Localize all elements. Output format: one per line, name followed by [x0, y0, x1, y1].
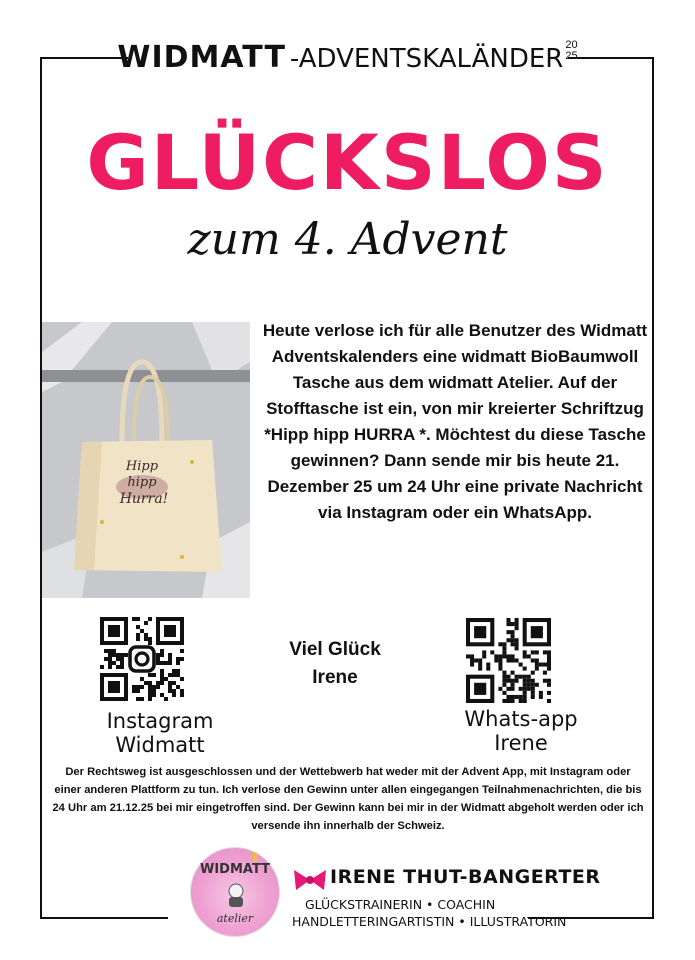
raffle-description: Heute verlose ich für alle Benutzer des Widmatt Adventskalenders eine widmatt BioBaumwoll Tasche aus dem widmatt Atelier. Auf der Stofftasche ist ein, von mir kreierter Schriftzug *Hipp hipp HURRA *. Möchtest du diese Tasche gewinnen? Dann sende mir bis heute 21. Dezember 25 um 24 Uhr eine private Nachricht via Instagram oder ein WhatsApp.: [262, 321, 648, 522]
year-stack: [565, 40, 577, 62]
logo-text-top: WIDMATT: [200, 862, 270, 877]
legal-notice: Der Rechtsweg ist ausgeschlossen und der Wettebwerb hat weder mit der Advent App, mit Instagram oder einer anderen Plattform zu tun. Ich verlose den Gewinn unter allen eingegangen Teilnahmenachrichten, die bis 24 Uhr am 21.12.25 bei mir eingetroffen sind. Der Gewinn kann bei mir in der Widmatt abgeholt werden oder ich versende ihn innerhalb der Schweiz.: [52, 766, 644, 832]
portrait-icon: [224, 882, 248, 908]
calendar-title: -ADVENTSKALÄNDER: [289, 44, 564, 74]
bow-icon: [292, 868, 328, 892]
widmatt-atelier-logo: [190, 847, 280, 937]
year-top: 20: [565, 39, 578, 51]
whatsapp-caption: Whats-app Irene: [464, 707, 578, 755]
year-bottom: 25: [565, 50, 578, 62]
signature-title-1: GLÜCKSTRAINERIN • COACHIN: [305, 897, 496, 912]
greeting-line-2: Irene: [312, 667, 358, 688]
tote-bag-illustration: [42, 322, 250, 598]
bag-text-1: Hipp: [125, 459, 159, 474]
whatsapp-qr-code[interactable]: [466, 618, 556, 703]
headline-main: GLÜCKSLOS: [86, 118, 609, 207]
instagram-qr-code[interactable]: [100, 617, 184, 707]
bag-text-2: hipp: [127, 475, 157, 490]
page-header: [0, 40, 695, 76]
headline-sub: zum 4. Advent: [187, 214, 508, 265]
tote-bag-photo: [42, 322, 250, 598]
bag-text-3: Hurra!: [119, 491, 169, 507]
brand-name: WIDMATT: [117, 40, 286, 75]
signature-title-2: HANDLETTERINGARTISTIN • ILLUSTRATORIN: [292, 914, 567, 929]
instagram-caption: Instagram Widmatt: [106, 709, 214, 757]
crown-icon: ♛: [249, 850, 260, 864]
greeting-line-1: Viel Glück: [289, 639, 381, 660]
signature-name: IRENE THUT-BANGERTER: [330, 866, 601, 888]
greeting: [260, 636, 410, 692]
logo-text-bottom: atelier: [216, 912, 254, 925]
